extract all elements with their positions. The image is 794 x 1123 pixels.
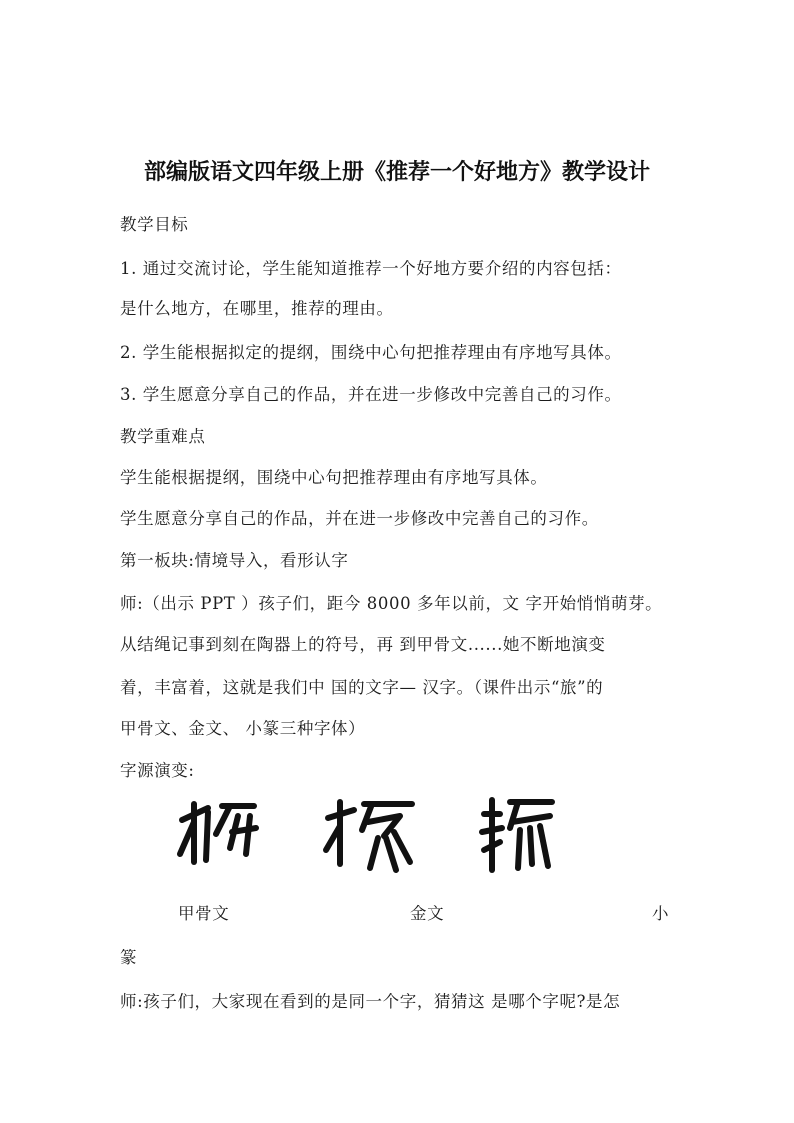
- text-line: 学生能根据提纲，围绕中心句把推荐理由有序地写具体。: [120, 468, 548, 487]
- text-line: 教学重难点: [120, 427, 206, 446]
- text-line: 着，丰富着，这就是我们中 国的文字— 汉字。（课件出示“旅”的: [120, 678, 604, 697]
- oracle-bone-glyph-image: [172, 792, 262, 872]
- text-line: 3. 学生愿意分享自己的作品，并在进一步修改中完善自己的习作。: [120, 385, 622, 404]
- caption-small-seal: 小: [652, 904, 670, 923]
- text-line: 2. 学生能根据拟定的提纲，围绕中心句把推荐理由有序地写具体。: [120, 343, 622, 362]
- bronze-glyph-image: [320, 792, 420, 877]
- text-line: 第一板块:情境导入，看形认字: [120, 551, 349, 570]
- text-line: 字源演变:: [120, 761, 195, 780]
- caption-small-seal-wrap: 篆: [120, 948, 138, 967]
- character-evolution-figure: [160, 792, 580, 882]
- text-line: 1. 通过交流讨论，学生能知道推荐一个好地方要介绍的内容包括：: [120, 259, 622, 278]
- text-line: 甲骨文、金文、 小篆三种字体）: [120, 719, 366, 738]
- text-line: 是什么地方，在哪里，推荐的理由。: [120, 299, 394, 318]
- caption-oracle-bone: 甲骨文: [178, 904, 230, 923]
- caption-bronze: 金文: [410, 904, 445, 923]
- text-line: 教学目标: [120, 215, 189, 234]
- text-line: 从结绳记事到刻在陶器上的符号，再 到甲骨文......她不断地演变: [120, 635, 606, 654]
- page-title: 部编版语文四年级上册《推荐一个好地方》教学设计: [143, 160, 650, 185]
- text-line: 师:孩子们，大家现在看到的是同一个字，猜猜这 是哪个字呢?是怎: [120, 992, 621, 1011]
- text-line: 学生愿意分享自己的作品，并在进一步修改中完善自己的习作。: [120, 509, 599, 528]
- small-seal-glyph-image: [478, 792, 558, 877]
- text-line: 师:（出示 PPT ）孩子们，距今 8000 多年以前，文 字开始悄悄萌芽。: [120, 594, 663, 613]
